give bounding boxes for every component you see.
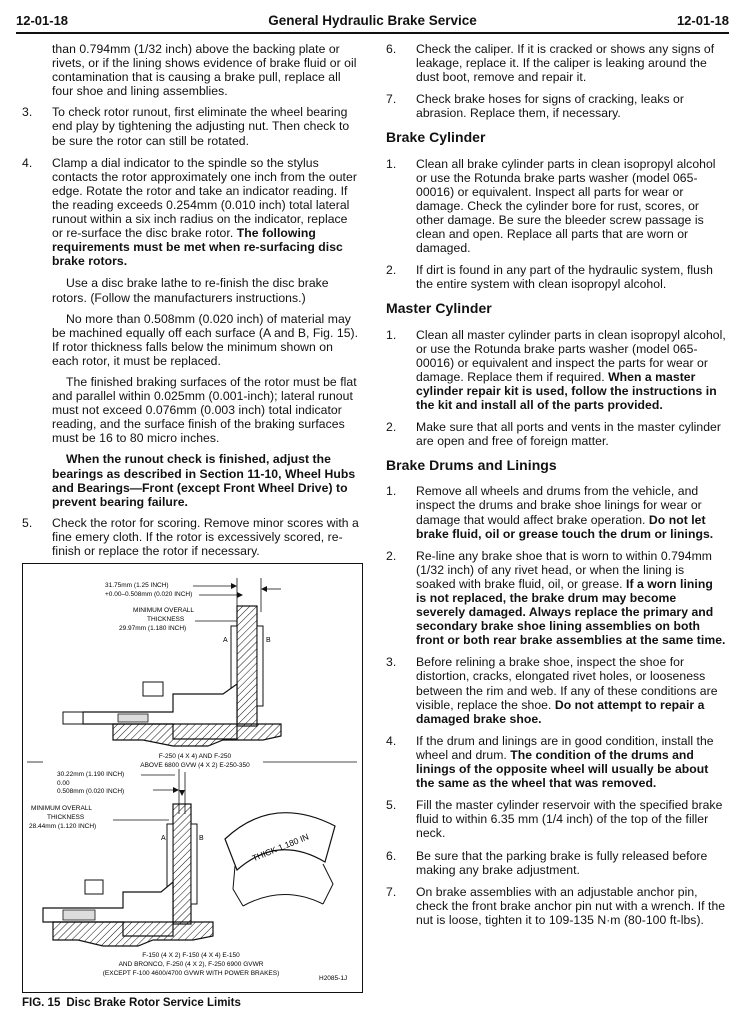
drums-item-3 bbox=[386, 655, 726, 725]
item-number: 2. bbox=[386, 420, 397, 435]
top-model-label-1: F-250 (4 X 4) AND F-250 bbox=[158, 753, 232, 760]
item-bold-text: The following requirements must be met when re-surfacing disc brake rotors. bbox=[52, 226, 343, 269]
item-text: If the drum and linings are in good condition, install the wheel and drum. bbox=[416, 733, 714, 762]
figure-caption-number: FIG. 15 bbox=[22, 997, 61, 1009]
item-text: Check the rotor for scoring. Remove minor scores with a fine emery cloth. If the rotor is excessively scored, re-finish or replace the rotor if necessary. bbox=[52, 515, 359, 558]
item-text: Fill the master cylinder reservoir with the specified brake fluid to within 6.35 mm (1/4 inch) of the top of the filler neck. bbox=[416, 798, 723, 841]
item-number: 5. bbox=[22, 515, 33, 530]
item-text: To check rotor runout, first eliminate the wheel bearing end play by tightening the adjusting nut. Then check to be sure the rotor can still be rotated. bbox=[52, 105, 350, 148]
item-text: Clamp a dial indicator to the spindle so the stylus contacts the rotor approximately one inch from the outer edge. Rotate the rotor and take an indicator reading. If the reading exceeds 0.254mm (0.010 inch) total lateral runout within a six inch radius on the indicator, replace or re-surface the disc brake rotor. bbox=[52, 155, 357, 241]
list-item-3 bbox=[22, 105, 360, 147]
item-number: 4. bbox=[22, 155, 33, 170]
figure-15-box bbox=[22, 563, 363, 993]
left-column bbox=[22, 42, 360, 566]
item-text: Re-line any brake shoe that is worn to within 0.794mm (1/32 inch) of any rivet head, or when the lining is soaked with brake fluid, oil, or grease. bbox=[416, 548, 712, 591]
figure-code: H2085-1J bbox=[319, 975, 348, 982]
item-bold-text: Do not attempt to repair a damaged brake shoe. bbox=[416, 697, 705, 726]
bottom-min-label-3: 28.44mm (1.120 INCH) bbox=[29, 823, 97, 830]
figure-caption bbox=[22, 997, 247, 1009]
master-item-1 bbox=[386, 328, 726, 413]
bottom-min-label-2: THICKNESS bbox=[47, 814, 85, 821]
thickness-stamp-detail bbox=[225, 813, 335, 906]
right-column bbox=[386, 42, 726, 935]
drums-item-2 bbox=[386, 549, 726, 648]
cylinder-item-2 bbox=[386, 263, 726, 291]
item-text: Clean all brake cylinder parts in clean isopropyl alcohol or use the Rotunda brake parts washer (model 065-00016) or equivalent. Inspect all parts for wear or damage. Check the cylinder bore for rust, scores, or other damage. Be sure the bleeder screw passage is clean and open. Replace all parts that are worn or damaged. bbox=[416, 156, 716, 256]
cylinder-item-1 bbox=[386, 157, 726, 256]
item-number: 3. bbox=[386, 655, 397, 670]
bottom-model-label-3: (EXCEPT F-100 4600/4700 GVWR WITH POWER BRAKES) bbox=[102, 970, 280, 977]
drums-item-1 bbox=[386, 484, 726, 540]
continued-paragraph: than 0.794mm (1/32 inch) above the backing plate or rivets, or if the lining shows evidence of brake fluid or oil contamination that is causing a brake pull, replace all four shoe and lining assemblies. bbox=[52, 42, 357, 99]
top-min-label-2: THICKNESS bbox=[147, 616, 185, 623]
item-number: 2. bbox=[386, 548, 397, 563]
drums-item-4 bbox=[386, 734, 726, 790]
bottom-model-label-1: F-150 (4 X 2) F-150 (4 X 4) E-150 bbox=[142, 952, 240, 959]
list-item-6 bbox=[386, 42, 726, 84]
item-text: If dirt is found in any part of the hydraulic system, flush the entire system with clean isopropyl alcohol. bbox=[416, 263, 713, 292]
item-text: Clean all master cylinder parts in clean isopropyl alcohol, or use the Rotunda brake parts washer (model 065-00016) or equivalent and inspect the parts for wear or damage. Replace them if required. bbox=[416, 327, 726, 384]
material-paragraph: No more than 0.508mm (0.020 inch) of material may be machined equally off each surface (A and B, Fig. 15). If rotor thickness falls below the minimum shown on each rotor, it must be replaced. bbox=[52, 311, 359, 368]
drums-item-5 bbox=[386, 798, 726, 840]
item-number: 1. bbox=[386, 484, 397, 499]
item-number: 6. bbox=[386, 848, 397, 863]
item-number: 1. bbox=[386, 327, 397, 342]
label-a-top: A bbox=[223, 637, 228, 644]
top-rotor-section bbox=[63, 578, 281, 769]
item-text: Make sure that all ports and vents in the master cylinder are open and free of foreign matter. bbox=[416, 420, 721, 449]
heading-brake-drums: Brake Drums and Linings bbox=[386, 457, 557, 474]
label-b-top: B bbox=[266, 637, 271, 644]
master-item-2 bbox=[386, 420, 726, 448]
item-number: 2. bbox=[386, 263, 397, 278]
bottom-dim-label-2: 0.00 bbox=[57, 780, 70, 787]
item-bold-text: The condition of the drums and linings of the opposite wheel will usually be about the same as the wheel that was removed. bbox=[416, 747, 709, 791]
label-a-bottom: A bbox=[161, 835, 166, 842]
bottom-dim-label-3: 0.508mm (0.020 INCH) bbox=[57, 788, 125, 795]
item-text: Be sure that the parking brake is fully released before making any brake adjustment. bbox=[416, 848, 708, 877]
finish-paragraph: The finished braking surfaces of the rotor must be flat and parallel within 0.025mm (0.001-inch); lateral runout must not exceed 0.076mm (0.003 inch) total indicator reading, and the surface finish of the braking surfaces must be 16 to 80 micro inches. bbox=[52, 374, 357, 446]
header-section-left: 12-01-18 bbox=[16, 12, 69, 28]
list-item-7 bbox=[386, 92, 726, 120]
item-text: On brake assemblies with an adjustable anchor pin, check the front brake anchor pin nut with a wrench. If the nut is loose, tighten it to 109-135 N·m (80-100 ft-lbs). bbox=[416, 884, 726, 927]
header-section-right: 12-01-18 bbox=[676, 12, 729, 28]
heading-brake-cylinder: Brake Cylinder bbox=[386, 129, 486, 146]
item-number: 7. bbox=[386, 884, 397, 899]
lathe-paragraph: Use a disc brake lathe to re-finish the disc brake rotors. (Follow the manufacturers instructions.) bbox=[52, 276, 329, 305]
bottom-model-label-2: AND BRONCO, F-250 (4 X 2), F-250 6900 GVWR bbox=[118, 961, 264, 968]
item-number: 1. bbox=[386, 156, 397, 171]
item-text: Remove all wheels and drums from the vehicle, and inspect the drums and brake shoe linings for wear or damage that would affect brake operation. bbox=[416, 484, 702, 527]
item-bold-text: When a master cylinder repair kit is used, follow the instructions in the kit and install all of the parts provided. bbox=[416, 369, 717, 412]
item-text: Check brake hoses for signs of cracking, leaks or abrasion. Replace them, if necessary. bbox=[416, 92, 684, 121]
header-rule bbox=[16, 32, 729, 34]
item-number: 7. bbox=[386, 92, 397, 107]
item-text: Check the caliper. If it is cracked or shows any signs of leakage, replace it. If the caliper is leaking around the dust boot, remove and repair it. bbox=[416, 42, 715, 85]
item-bold-text: Do not let brake fluid, oil or grease touch the drum or linings. bbox=[416, 512, 714, 541]
bottom-dim-label-1: 30.22mm (1.190 INCH) bbox=[57, 771, 125, 778]
label-b-bottom: B bbox=[199, 835, 204, 842]
list-item-5 bbox=[22, 516, 360, 558]
top-dim-label-1: 31.75mm (1.25 INCH) bbox=[105, 582, 169, 589]
bearing-warning-paragraph: When the runout check is finished, adjust the bearings as described in Section 11-10, Wheel Hubs and Bearings—Front (except Front Wheel Drive) to prevent bearing failure. bbox=[52, 452, 356, 509]
top-min-label-1: MINIMUM OVERALL bbox=[133, 607, 195, 614]
thickness-stamp-text: THICK 1.180 IN bbox=[250, 831, 311, 864]
top-dim-label-2: +0.00–0.508mm (0.020 INCH) bbox=[105, 591, 193, 598]
item-number: 5. bbox=[386, 798, 397, 813]
bottom-min-label-1: MINIMUM OVERALL bbox=[31, 805, 93, 812]
item-bold-text: If a worn lining is not replaced, the brake drum may become severely damaged. Always replace the primary and secondary brake shoe lining assemblies on both front or both rear brake assemblies at the same time. bbox=[416, 576, 726, 648]
heading-master-cylinder: Master Cylinder bbox=[386, 300, 492, 317]
figure-caption-text: Disc Brake Rotor Service Limits bbox=[66, 997, 241, 1009]
rotor-diagram bbox=[23, 564, 361, 991]
drums-item-7 bbox=[386, 885, 726, 927]
item-number: 4. bbox=[386, 733, 397, 748]
top-model-label-2: ABOVE 6800 GVW (4 X 2) E-250-350 bbox=[140, 762, 250, 769]
bottom-rotor-section bbox=[29, 769, 347, 982]
item-text: Before relining a brake shoe, inspect the shoe for distortion, cracks, elongated rivet holes, or looseness between the rim and web. If any of these conditions are visible, replace the shoe. bbox=[416, 655, 718, 712]
top-min-label-3: 29.97mm (1.180 INCH) bbox=[119, 625, 187, 632]
list-item-4 bbox=[22, 156, 360, 269]
page-header bbox=[16, 10, 729, 30]
item-number: 3. bbox=[22, 105, 33, 120]
item-number: 6. bbox=[386, 42, 397, 56]
header-title: General Hydraulic Brake Service bbox=[268, 12, 477, 28]
drums-item-6 bbox=[386, 849, 726, 877]
